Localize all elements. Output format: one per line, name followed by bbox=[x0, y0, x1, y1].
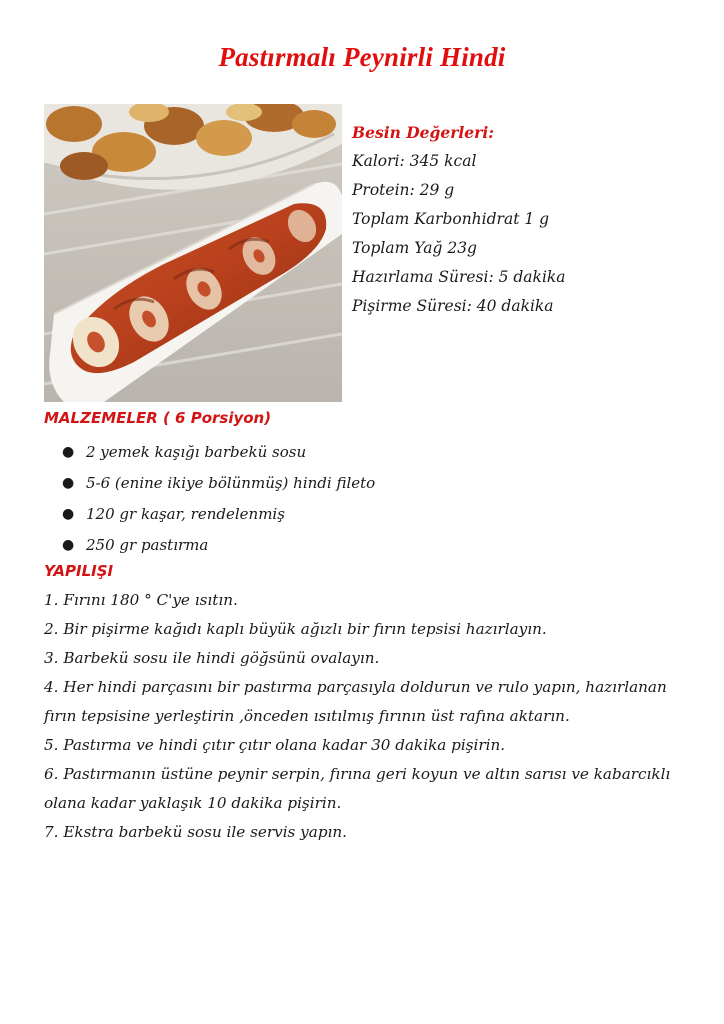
bullet-icon: ● bbox=[62, 474, 75, 491]
turkey-roll-image bbox=[44, 104, 342, 402]
bullet-icon: ● bbox=[62, 505, 75, 522]
nutrition-calories: Kalori: 345 kcal bbox=[352, 152, 477, 170]
nutrition-heading: Besin Değerleri: bbox=[352, 123, 494, 142]
ingredients-list bbox=[62, 436, 662, 560]
step-line: 4. Her hindi parçasını bir pastırma parçasıyla doldurun ve rulo yapın, hazırlanan bbox=[44, 678, 667, 696]
ingredient-text: 120 gr kaşar, rendelenmiş bbox=[86, 504, 285, 523]
bullet-icon: ● bbox=[62, 443, 75, 460]
method-heading: YAPILIŞI bbox=[44, 562, 114, 580]
bullet-icon: ● bbox=[62, 536, 75, 553]
step-line: fırın tepsisine yerleştirin ,önceden ısıtılmış fırının üst rafına aktarın. bbox=[44, 707, 570, 725]
list-item bbox=[62, 529, 662, 560]
step-line: 3. Barbekü sosu ile hindi göğsünü ovalayın. bbox=[44, 649, 380, 667]
step-line: 6. Pastırmanın üstüne peynir serpin, fırına geri koyun ve altın sarısı ve kabarcıklı bbox=[44, 765, 671, 783]
ingredient-text: 5-6 (enine ikiye bölünmüş) hindi fileto bbox=[86, 473, 376, 492]
recipe-photo bbox=[44, 104, 342, 402]
nutrition-cook-time: Pişirme Süresi: 40 dakika bbox=[352, 297, 554, 315]
nutrition-fat: Toplam Yağ 23g bbox=[352, 239, 477, 257]
list-item bbox=[62, 436, 662, 467]
ingredient-text: 2 yemek kaşığı barbekü sosu bbox=[86, 442, 307, 461]
method-steps bbox=[44, 586, 694, 847]
list-item bbox=[62, 467, 662, 498]
step-line: 7. Ekstra barbekü sosu ile servis yapın. bbox=[44, 823, 348, 841]
nutrition-protein: Protein: 29 g bbox=[352, 181, 455, 199]
step-line: 1. Fırını 180 ° C'ye ısıtın. bbox=[44, 591, 238, 609]
nutrition-carbs: Toplam Karbonhidrat 1 g bbox=[352, 210, 550, 228]
recipe-title: Pastırmalı Peynirli Hindi bbox=[218, 42, 506, 72]
nutrition-facts bbox=[352, 118, 712, 321]
step-line: 5. Pastırma ve hindi çıtır çıtır olana kadar 30 dakika pişirin. bbox=[44, 736, 506, 754]
nutrition-prep-time: Hazırlama Süresi: 5 dakika bbox=[352, 268, 566, 286]
list-item bbox=[62, 498, 662, 529]
ingredients-heading: MALZEMELER ( 6 Porsiyon) bbox=[44, 409, 272, 427]
ingredient-text: 250 gr pastırma bbox=[86, 535, 209, 554]
step-line: olana kadar yaklaşık 10 dakika pişirin. bbox=[44, 794, 342, 812]
step-line: 2. Bir pişirme kağıdı kaplı büyük ağızlı bir fırın tepsisi hazırlayın. bbox=[44, 620, 547, 638]
